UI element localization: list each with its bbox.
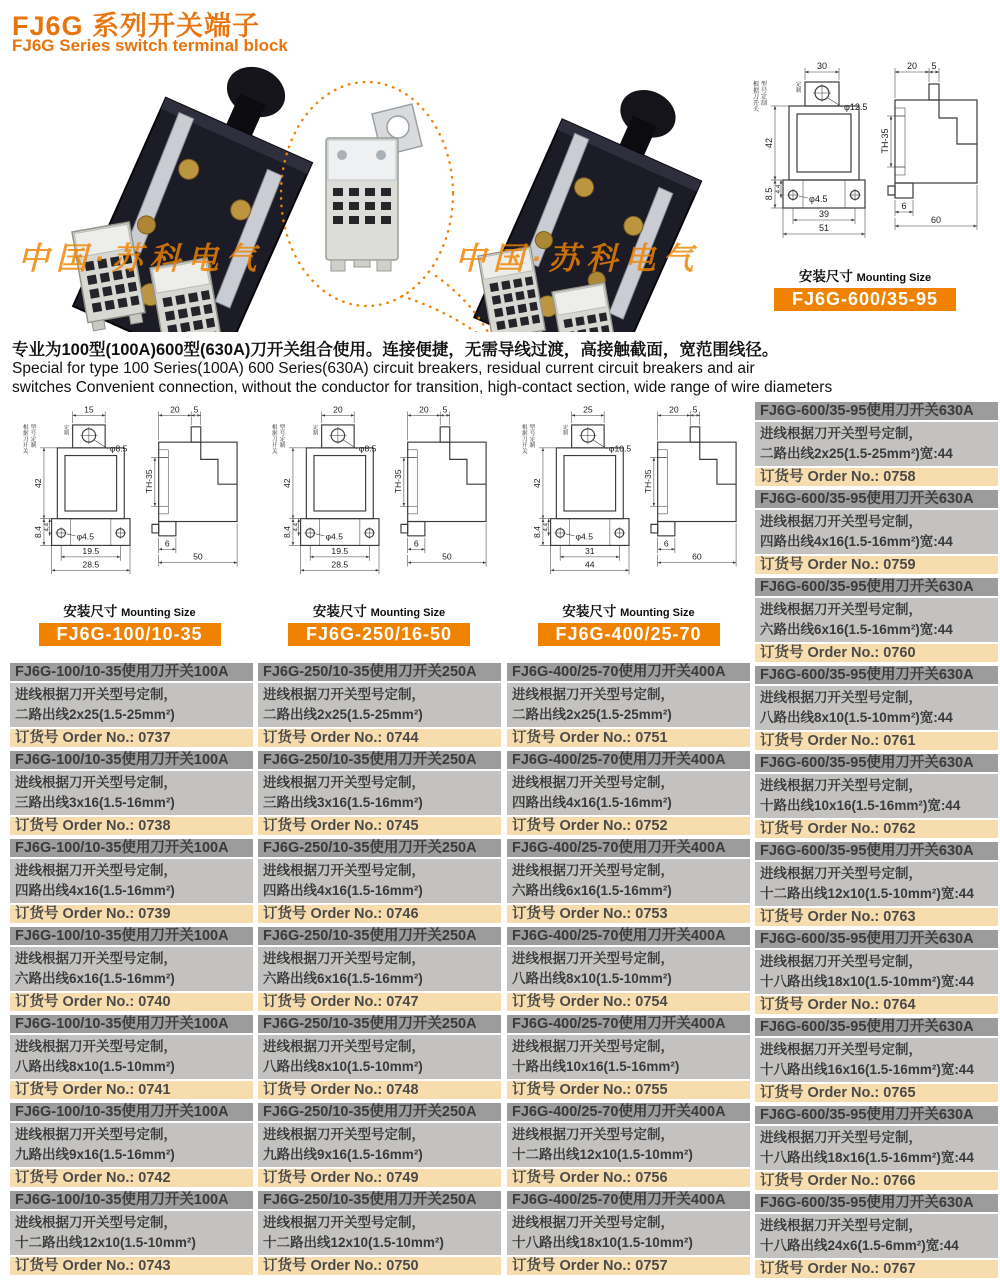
- diagram-block: [507, 402, 750, 646]
- product-desc-line1: 进线根据刀开关型号定制，: [263, 775, 425, 790]
- dim-tab-width: 15: [83, 404, 94, 415]
- product-entry: [258, 751, 501, 835]
- product-order-no: 订货号 Order No.: 0758: [755, 468, 998, 486]
- product-entry: [10, 751, 253, 835]
- product-desc-line1: 进线根据刀开关型号定制，: [512, 951, 674, 966]
- custom-note: 定制: [313, 424, 319, 437]
- vertical-note-1: 根据刀开关: [22, 424, 29, 455]
- product-entry: [507, 663, 750, 747]
- dim-body-height: 42: [282, 478, 293, 489]
- product-title: FJ6G-600/35-95使用刀开关630A: [755, 1106, 998, 1124]
- model-label: FJ6G-400/25-70: [538, 623, 720, 646]
- dim-hole: φ12.5: [844, 102, 868, 112]
- mounting-size-caption: [507, 600, 750, 620]
- product-desc-line1: 进线根据刀开关型号定制，: [15, 1127, 177, 1142]
- product-desc-line1: 进线根据刀开关型号定制，: [760, 1218, 922, 1233]
- dim-tab-width: 25: [582, 404, 593, 415]
- product-desc-line2: 八路出线8x10(1.5-10mm²): [15, 1059, 175, 1074]
- dim-total-width: 51: [818, 223, 830, 233]
- product-desc-line1: 进线根据刀开关型号定制，: [263, 1039, 425, 1054]
- product-desc-line1: 进线根据刀开关型号定制，: [512, 1039, 674, 1054]
- dim-side-total: 50: [442, 551, 452, 562]
- description-en: [12, 359, 982, 397]
- product-description: [755, 686, 998, 730]
- product-desc-line1: 进线根据刀开关型号定制，: [760, 954, 922, 969]
- product-description: [10, 859, 253, 903]
- product-desc-line1: 进线根据刀开关型号定制，: [15, 1215, 177, 1230]
- dim-foot-hole: φ4.5: [574, 531, 593, 542]
- dim-base-height: 8.4: [531, 526, 542, 539]
- product-title: FJ6G-400/25-70使用刀开关400A: [507, 1015, 750, 1033]
- product-desc-line2: 八路出线8x10(1.5-10mm²): [263, 1059, 423, 1074]
- product-desc-line2: 八路出线8x10(1.5-10mm²): [512, 971, 672, 986]
- product-title: FJ6G-400/25-70使用刀开关400A: [507, 1191, 750, 1209]
- product-entry: [755, 1106, 998, 1190]
- mid-diagrams: [8, 402, 750, 646]
- dim-side-b: 5: [193, 404, 198, 415]
- product-order-no: 订货号 Order No.: 0756: [507, 1169, 750, 1187]
- diagram-block: [8, 402, 251, 646]
- product-desc-line2: 六路出线6x16(1.5-16mm²)宽:44: [760, 622, 953, 637]
- dim-foot-span: 19.5: [81, 546, 99, 557]
- product-entry: [507, 839, 750, 923]
- dim-tab-width: 20: [333, 404, 343, 415]
- product-title: FJ6G-250/10-35使用刀开关250A: [258, 1103, 501, 1121]
- product-desc-line2: 四路出线4x16(1.5-16mm²): [263, 883, 423, 898]
- din-rail-label: TH-35: [392, 469, 403, 494]
- product-title: FJ6G-600/35-95使用刀开关630A: [755, 842, 998, 860]
- product-order-no: 订货号 Order No.: 0766: [755, 1172, 998, 1190]
- product-desc-line2: 二路出线2x25(1.5-25mm²)宽:44: [760, 446, 953, 461]
- product-entry: [755, 842, 998, 926]
- product-entry: [10, 1015, 253, 1099]
- product-title: FJ6G-100/10-35使用刀开关100A: [10, 751, 253, 769]
- product-desc-line2: 十二路出线12x10(1.5-10mm²): [15, 1235, 196, 1250]
- product-entry: [258, 1103, 501, 1187]
- vertical-note-1: 根据刀开关: [521, 424, 528, 455]
- dim-base-height: 8.5: [764, 187, 774, 201]
- dim-side-c: 6: [663, 538, 669, 549]
- product-description: [10, 771, 253, 815]
- product-column-100: [10, 663, 253, 1279]
- diagram-block-600: [734, 58, 996, 311]
- product-desc-line2: 四路出线4x16(1.5-16mm²): [15, 883, 175, 898]
- dim-total-width: 28.5: [81, 559, 99, 570]
- product-desc-line2: 十二路出线12x10(1.5-10mm²): [512, 1147, 693, 1162]
- diagram-block: [258, 402, 501, 646]
- product-description: [258, 1211, 501, 1255]
- product-desc-line2: 十二路出线12x10(1.5-10mm²): [263, 1235, 444, 1250]
- product-description: [507, 683, 750, 727]
- product-title: FJ6G-100/10-35使用刀开关100A: [10, 927, 253, 945]
- product-entry: [755, 578, 998, 662]
- product-entry: [10, 839, 253, 923]
- product-order-no: 订货号 Order No.: 0739: [10, 905, 253, 923]
- product-title: FJ6G-600/35-95使用刀开关630A: [755, 402, 998, 420]
- description-en-line2: switches Convenient connection, without the conductor for transition, high-contact section, wide range of wire diameters: [12, 379, 833, 396]
- product-desc-line1: 进线根据刀开关型号定制，: [512, 687, 674, 702]
- dim-total-width: 44: [584, 559, 595, 570]
- product-entry: [755, 402, 998, 486]
- product-desc-line2: 六路出线6x16(1.5-16mm²): [15, 971, 175, 986]
- dim-side-a: 20: [668, 404, 679, 415]
- vertical-note-1: 根据刀开关: [271, 424, 278, 455]
- product-desc-line1: 进线根据刀开关型号定制，: [760, 1042, 922, 1057]
- product-title: FJ6G-250/10-35使用刀开关250A: [258, 839, 501, 857]
- product-description: [507, 1035, 750, 1079]
- product-desc-line1: 进线根据刀开关型号定制，: [263, 1127, 425, 1142]
- product-entry: [507, 751, 750, 835]
- product-description: [10, 947, 253, 991]
- product-desc-line1: 进线根据刀开关型号定制，: [263, 1215, 425, 1230]
- product-title: FJ6G-100/10-35使用刀开关100A: [10, 1015, 253, 1033]
- vertical-note-2: 型号定制: [529, 424, 535, 449]
- mounting-size-caption: [258, 600, 501, 620]
- product-desc-line1: 进线根据刀开关型号定制，: [760, 426, 922, 441]
- product-order-no: 订货号 Order No.: 0760: [755, 644, 998, 662]
- product-entry: [10, 663, 253, 747]
- product-desc-line2: 九路出线9x16(1.5-16mm²): [263, 1147, 423, 1162]
- product-entry: [755, 754, 998, 838]
- dim-side-a: 20: [906, 61, 918, 71]
- dim-side-c: 6: [901, 201, 907, 211]
- watermark-left: 中国·苏科电气: [18, 241, 264, 276]
- product-desc-line2: 十路出线10x16(1.5-16mm²)宽:44: [760, 798, 961, 813]
- product-description: [755, 862, 998, 906]
- terminal-block-closeup: [326, 104, 422, 271]
- product-desc-line1: 进线根据刀开关型号定制，: [512, 775, 674, 790]
- product-order-no: 订货号 Order No.: 0759: [755, 556, 998, 574]
- product-title: FJ6G-600/35-95使用刀开关630A: [755, 1194, 998, 1212]
- product-description: [755, 598, 998, 642]
- product-column-600: [755, 402, 998, 1282]
- product-desc-line2: 十八路出线18x16(1.5-16mm²)宽:44: [760, 1150, 974, 1165]
- dim-hole: φ8.5: [358, 443, 377, 454]
- product-entry: [507, 1103, 750, 1187]
- model-label: FJ6G-100/10-35: [39, 623, 221, 646]
- product-entry: [258, 1015, 501, 1099]
- product-desc-line2: 二路出线2x25(1.5-25mm²): [15, 707, 175, 722]
- page-title: FJ6G 系列开关端子: [12, 11, 261, 41]
- product-desc-line1: 进线根据刀开关型号定制，: [263, 863, 425, 878]
- dim-side-total: 60: [691, 551, 702, 562]
- product-order-no: 订货号 Order No.: 0755: [507, 1081, 750, 1099]
- dim-side-c: 6: [413, 538, 419, 549]
- dim-side-b: 5: [931, 61, 937, 71]
- dim-hole: φ8.5: [109, 443, 127, 454]
- product-desc-line2: 十八路出线18x10(1.5-10mm²): [512, 1235, 693, 1250]
- dim-small: 4.4: [292, 522, 300, 532]
- dim-base-height: 8.4: [282, 526, 293, 539]
- product-title: FJ6G-100/10-35使用刀开关100A: [10, 663, 253, 681]
- product-desc-line2: 六路出线6x16(1.5-16mm²): [512, 883, 672, 898]
- product-entry: [258, 663, 501, 747]
- product-order-no: 订货号 Order No.: 0765: [755, 1084, 998, 1102]
- dim-foot-hole: φ4.5: [75, 531, 94, 542]
- product-entry: [10, 1103, 253, 1187]
- product-title: FJ6G-600/35-95使用刀开关630A: [755, 578, 998, 596]
- product-title: FJ6G-400/25-70使用刀开关400A: [507, 839, 750, 857]
- product-desc-line1: 进线根据刀开关型号定制，: [15, 863, 177, 878]
- product-order-no: 订货号 Order No.: 0744: [258, 729, 501, 747]
- dim-foot-hole: φ4.5: [809, 194, 828, 204]
- dim-foot-span: 31: [584, 546, 595, 557]
- product-order-no: 订货号 Order No.: 0748: [258, 1081, 501, 1099]
- product-order-no: 订货号 Order No.: 0737: [10, 729, 253, 747]
- dim-foot-span: 19.5: [331, 546, 349, 557]
- product-order-no: 订货号 Order No.: 0750: [258, 1257, 501, 1275]
- product-order-no: 订货号 Order No.: 0764: [755, 996, 998, 1014]
- product-order-no: 订货号 Order No.: 0740: [10, 993, 253, 1011]
- product-desc-line1: 进线根据刀开关型号定制，: [15, 1039, 177, 1054]
- product-entry: [755, 490, 998, 574]
- product-title: FJ6G-600/35-95使用刀开关630A: [755, 930, 998, 948]
- product-order-no: 订货号 Order No.: 0751: [507, 729, 750, 747]
- product-title: FJ6G-250/10-35使用刀开关250A: [258, 663, 501, 681]
- caption-en: Mounting Size: [620, 607, 695, 619]
- mounting-size-caption: [734, 265, 996, 285]
- product-description: [10, 683, 253, 727]
- product-title: FJ6G-100/10-35使用刀开关100A: [10, 839, 253, 857]
- product-title: FJ6G-250/10-35使用刀开关250A: [258, 1015, 501, 1033]
- product-desc-line2: 十八路出线24x6(1.5-6mm²)宽:44: [760, 1238, 959, 1253]
- dim-side-a: 20: [169, 404, 180, 415]
- model-label: FJ6G-600/35-95: [774, 288, 956, 311]
- product-description: [258, 859, 501, 903]
- product-order-no: 订货号 Order No.: 0761: [755, 732, 998, 750]
- product-order-no: 订货号 Order No.: 0762: [755, 820, 998, 838]
- product-desc-line1: 进线根据刀开关型号定制，: [263, 687, 425, 702]
- caption-en: Mounting Size: [856, 272, 932, 284]
- dim-side-c: 6: [164, 538, 170, 549]
- product-description: [507, 1123, 750, 1167]
- product-desc-line2: 十八路出线16x16(1.5-16mm²)宽:44: [760, 1062, 974, 1077]
- dim-side-b: 5: [692, 404, 697, 415]
- product-desc-line1: 进线根据刀开关型号定制，: [760, 602, 922, 617]
- caption-zh: 安装尺寸: [798, 269, 853, 284]
- description-en-line1: Special for type 100 Series(100A) 600 Series(630A) circuit breakers, residual current circuit breakers and air: [12, 360, 755, 377]
- dim-side-b: 5: [442, 404, 448, 415]
- product-description: [755, 950, 998, 994]
- product-title: FJ6G-600/35-95使用刀开关630A: [755, 754, 998, 772]
- product-description: [10, 1211, 253, 1255]
- product-order-no: 订货号 Order No.: 0745: [258, 817, 501, 835]
- caption-zh: 安装尺寸: [63, 604, 118, 619]
- product-desc-line1: 进线根据刀开关型号定制，: [15, 775, 177, 790]
- product-entry: [507, 1191, 750, 1275]
- page-subtitle: FJ6G Series switch terminal block: [12, 36, 288, 55]
- dim-total-width: 28.5: [331, 559, 349, 570]
- product-desc-line1: 进线根据刀开关型号定制，: [512, 863, 674, 878]
- custom-note: 定制: [796, 82, 802, 94]
- product-description: [507, 947, 750, 991]
- caption-en: Mounting Size: [121, 607, 196, 619]
- vertical-note-2: 型号定制: [761, 82, 768, 107]
- mounting-diagram: [264, 402, 494, 598]
- dim-body-height: 42: [764, 137, 774, 149]
- product-entry: [10, 927, 253, 1011]
- product-title: FJ6G-400/25-70使用刀开关400A: [507, 663, 750, 681]
- product-desc-line2: 四路出线4x16(1.5-16mm²): [512, 795, 672, 810]
- product-title: FJ6G-400/25-70使用刀开关400A: [507, 927, 750, 945]
- product-description: [755, 422, 998, 466]
- product-desc-line1: 进线根据刀开关型号定制，: [263, 951, 425, 966]
- product-entry: [755, 1018, 998, 1102]
- product-description: [258, 1035, 501, 1079]
- vertical-note-2: 型号定制: [279, 424, 286, 449]
- product-photos: [0, 54, 738, 332]
- product-description: [258, 947, 501, 991]
- product-entry: [755, 1194, 998, 1278]
- dim-base-height: 8.4: [32, 526, 43, 539]
- product-description: [507, 859, 750, 903]
- product-description: [507, 1211, 750, 1255]
- product-desc-line1: 进线根据刀开关型号定制，: [760, 778, 922, 793]
- product-title: FJ6G-600/35-95使用刀开关630A: [755, 666, 998, 684]
- product-order-no: 订货号 Order No.: 0757: [507, 1257, 750, 1275]
- product-title: FJ6G-400/25-70使用刀开关400A: [507, 1103, 750, 1121]
- product-desc-line2: 十路出线10x16(1.5-16mm²): [512, 1059, 680, 1074]
- product-description: [755, 774, 998, 818]
- product-description: [507, 771, 750, 815]
- product-desc-line1: 进线根据刀开关型号定制，: [760, 866, 922, 881]
- product-description: [10, 1123, 253, 1167]
- product-order-no: 订货号 Order No.: 0752: [507, 817, 750, 835]
- product-desc-line2: 四路出线4x16(1.5-16mm²)宽:44: [760, 534, 953, 549]
- dim-body-height: 42: [531, 478, 542, 489]
- product-description: [755, 510, 998, 554]
- product-entry: [755, 930, 998, 1014]
- mounting-diagram: [514, 402, 744, 598]
- description-zh: 专业为100型(100A)600型(630A)刀开关组合使用。连接便捷，无需导线过渡，高接触截面，宽范围线径。: [12, 341, 779, 359]
- dim-tab-width: 30: [816, 61, 828, 71]
- mounting-diagram: [15, 402, 245, 598]
- product-order-no: 订货号 Order No.: 0743: [10, 1257, 253, 1275]
- din-rail-label: TH-35: [143, 469, 154, 494]
- product-title: FJ6G-250/10-35使用刀开关250A: [258, 751, 501, 769]
- product-order-no: 订货号 Order No.: 0767: [755, 1260, 998, 1278]
- product-title: FJ6G-250/10-35使用刀开关250A: [258, 927, 501, 945]
- product-title: FJ6G-400/25-70使用刀开关400A: [507, 751, 750, 769]
- product-entry: [258, 839, 501, 923]
- product-desc-line1: 进线根据刀开关型号定制，: [760, 690, 922, 705]
- product-desc-line2: 六路出线6x16(1.5-16mm²): [263, 971, 423, 986]
- model-label: FJ6G-250/16-50: [288, 623, 470, 646]
- dim-side-total: 50: [192, 551, 203, 562]
- product-title: FJ6G-600/35-95使用刀开关630A: [755, 490, 998, 508]
- product-desc-line2: 二路出线2x25(1.5-25mm²): [263, 707, 423, 722]
- vertical-note-2: 型号定制: [30, 424, 36, 449]
- product-entry: [507, 1015, 750, 1099]
- product-title: FJ6G-100/10-35使用刀开关100A: [10, 1103, 253, 1121]
- product-order-no: 订货号 Order No.: 0754: [507, 993, 750, 1011]
- caption-zh: 安装尺寸: [562, 604, 617, 619]
- dim-small: 4.4: [43, 522, 51, 532]
- product-order-no: 订货号 Order No.: 0763: [755, 908, 998, 926]
- custom-note: 定制: [63, 424, 69, 437]
- product-description: [755, 1214, 998, 1258]
- product-desc-line1: 进线根据刀开关型号定制，: [760, 514, 922, 529]
- dim-hole: φ10.5: [608, 443, 631, 454]
- product-entry: [755, 666, 998, 750]
- product-column-250: [258, 663, 501, 1279]
- product-description: [10, 1035, 253, 1079]
- dim-small: 4.4: [775, 184, 782, 194]
- din-rail-label: TH-35: [880, 128, 890, 154]
- product-description: [755, 1038, 998, 1082]
- product-description: [258, 771, 501, 815]
- product-order-no: 订货号 Order No.: 0741: [10, 1081, 253, 1099]
- product-order-no: 订货号 Order No.: 0742: [10, 1169, 253, 1187]
- product-desc-line2: 九路出线9x16(1.5-16mm²): [15, 1147, 175, 1162]
- product-description: [755, 1126, 998, 1170]
- dim-small: 4.4: [542, 522, 550, 532]
- mounting-size-caption: [8, 600, 251, 620]
- product-desc-line1: 进线根据刀开关型号定制，: [512, 1127, 674, 1142]
- watermark-right: 中国·苏科电气: [455, 241, 701, 276]
- product-description: [258, 683, 501, 727]
- dim-foot-hole: φ4.5: [325, 531, 343, 542]
- product-description: [258, 1123, 501, 1167]
- din-rail-label: TH-35: [642, 469, 653, 494]
- product-desc-line1: 进线根据刀开关型号定制，: [15, 951, 177, 966]
- product-desc-line1: 进线根据刀开关型号定制，: [512, 1215, 674, 1230]
- custom-note: 定制: [562, 424, 568, 437]
- product-order-no: 订货号 Order No.: 0747: [258, 993, 501, 1011]
- product-desc-line2: 十八路出线18x10(1.5-10mm²)宽:44: [760, 974, 974, 989]
- product-desc-line2: 八路出线8x10(1.5-10mm²)宽:44: [760, 710, 953, 725]
- product-order-no: 订货号 Order No.: 0749: [258, 1169, 501, 1187]
- dim-foot-span: 39: [818, 209, 830, 219]
- product-column-400: [507, 663, 750, 1279]
- product-desc-line1: 进线根据刀开关型号定制，: [15, 687, 177, 702]
- product-entry: [258, 1191, 501, 1275]
- product-order-no: 订货号 Order No.: 0738: [10, 817, 253, 835]
- caption-zh: 安装尺寸: [312, 604, 367, 619]
- product-desc-line2: 二路出线2x25(1.5-25mm²): [512, 707, 672, 722]
- product-desc-line2: 三路出线3x16(1.5-16mm²): [263, 795, 423, 810]
- product-entry: [507, 927, 750, 1011]
- mounting-diagram-600: [745, 58, 985, 263]
- product-entry: [10, 1191, 253, 1275]
- dim-body-height: 42: [32, 478, 43, 489]
- product-entry: [258, 927, 501, 1011]
- product-desc-line2: 十二路出线12x10(1.5-10mm²)宽:44: [760, 886, 974, 901]
- vertical-note-1: 根据刀开关: [753, 82, 760, 114]
- product-order-no: 订货号 Order No.: 0753: [507, 905, 750, 923]
- product-order-no: 订货号 Order No.: 0746: [258, 905, 501, 923]
- product-title: FJ6G-100/10-35使用刀开关100A: [10, 1191, 253, 1209]
- product-desc-line2: 三路出线3x16(1.5-16mm²): [15, 795, 175, 810]
- product-title: FJ6G-600/35-95使用刀开关630A: [755, 1018, 998, 1036]
- product-title: FJ6G-250/10-35使用刀开关250A: [258, 1191, 501, 1209]
- product-desc-line1: 进线根据刀开关型号定制，: [760, 1130, 922, 1145]
- caption-en: Mounting Size: [370, 607, 446, 619]
- dim-side-a: 20: [419, 404, 429, 415]
- dim-side-total: 60: [930, 215, 942, 225]
